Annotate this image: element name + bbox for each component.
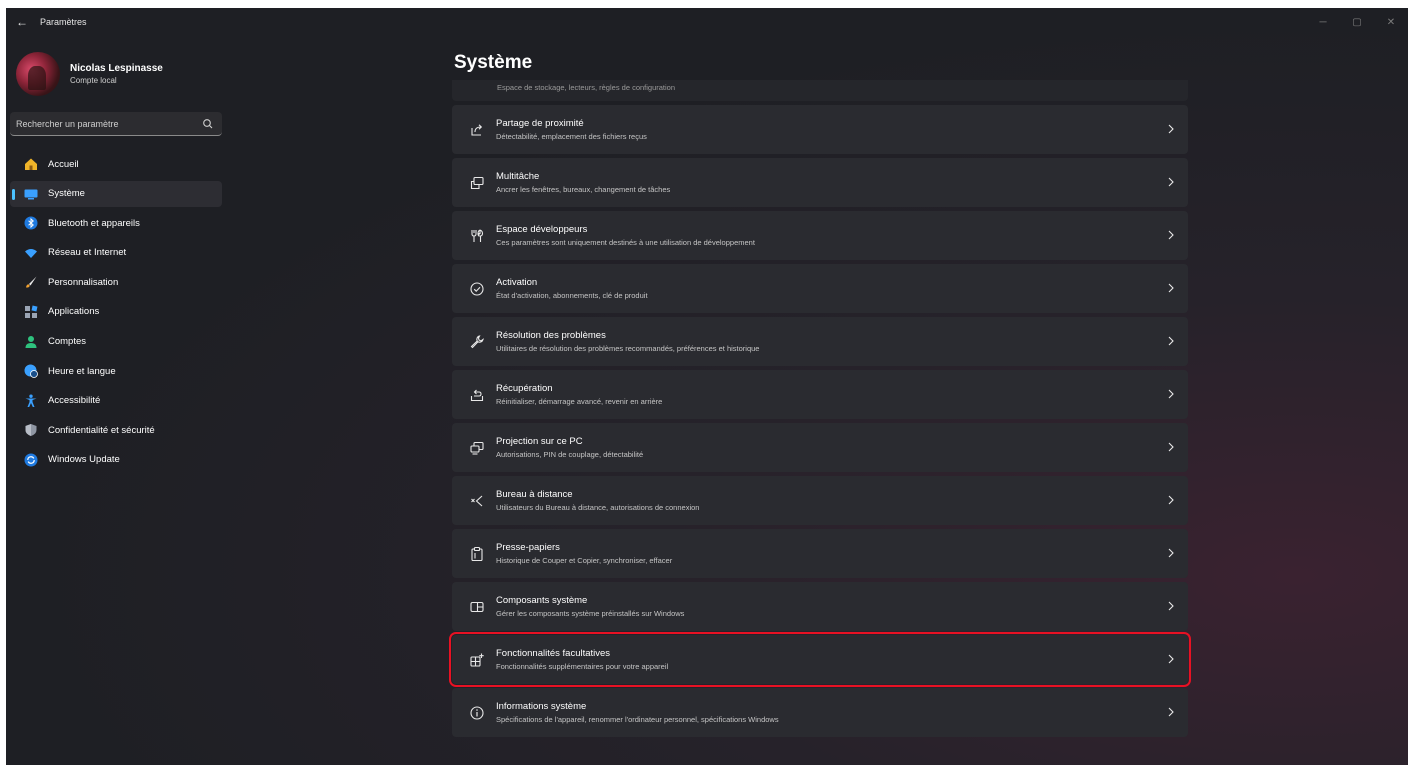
- settings-row-activation[interactable]: [452, 264, 1188, 313]
- chevron-right-icon: [1164, 228, 1178, 242]
- share-icon: [468, 121, 486, 139]
- wrench-icon: [468, 333, 486, 351]
- sidebar-item-label: Confidentialité et sécurité: [48, 424, 155, 436]
- row-title: Multitâche: [496, 171, 540, 182]
- chevron-right-icon: [1164, 546, 1178, 560]
- multitask-icon: [468, 174, 486, 192]
- row-subtitle: État d'activation, abonnements, clé de produit: [496, 291, 648, 300]
- row-subtitle: Fonctionnalités supplémentaires pour votre appareil: [496, 662, 669, 671]
- page-title: Système: [454, 52, 533, 73]
- wifi-icon: [24, 246, 38, 260]
- row-title: Partage de proximité: [496, 118, 584, 129]
- recovery-icon: [468, 386, 486, 404]
- chevron-right-icon: [1164, 387, 1178, 401]
- chevron-right-icon: [1164, 493, 1178, 507]
- row-title: Espace développeurs: [496, 224, 588, 235]
- row-subtitle: Autorisations, PIN de couplage, détectabilité: [496, 450, 644, 459]
- settings-window: [6, 8, 1408, 765]
- search-input[interactable]: [10, 118, 198, 130]
- update-icon: [24, 453, 38, 467]
- settings-row-projection[interactable]: [452, 423, 1188, 472]
- app-title: Paramètres: [40, 17, 87, 27]
- optional-features-icon: [468, 651, 486, 669]
- sidebar-item-label: Personnalisation: [48, 276, 119, 288]
- profile-name: Nicolas Lespinasse: [70, 63, 163, 74]
- sidebar-nav: [10, 151, 222, 477]
- row-subtitle: Détectabilité, emplacement des fichiers reçus: [496, 132, 647, 141]
- chevron-right-icon: [1164, 334, 1178, 348]
- search-icon: [202, 118, 214, 130]
- sidebar-item-systeme[interactable]: [10, 181, 222, 207]
- maximize-button[interactable]: [1340, 8, 1374, 36]
- maximize-icon: ▢: [1352, 16, 1362, 28]
- sidebar-item-accueil[interactable]: [10, 151, 222, 177]
- sidebar-item-bluetooth[interactable]: [10, 210, 222, 236]
- back-arrow-icon: ←: [16, 15, 28, 29]
- sidebar-item-confidentialite[interactable]: [10, 417, 222, 443]
- components-icon: [468, 598, 486, 616]
- settings-row-espace-developpeurs[interactable]: [452, 211, 1188, 260]
- settings-row-presse-papiers[interactable]: [452, 529, 1188, 578]
- sidebar-item-reseau[interactable]: [10, 240, 222, 266]
- sidebar-item-label: Bluetooth et appareils: [48, 217, 140, 229]
- row-subtitle: Historique de Couper et Copier, synchroniser, effacer: [496, 556, 673, 565]
- remote-desktop-icon: [468, 492, 486, 510]
- row-title: Récupération: [496, 383, 553, 394]
- sidebar-item-label: Système: [48, 188, 85, 200]
- chevron-right-icon: [1164, 175, 1178, 189]
- row-subtitle: Ancrer les fenêtres, bureaux, changement de tâches: [496, 185, 671, 194]
- close-icon: ✕: [1386, 16, 1396, 28]
- row-subtitle: Utilisateurs du Bureau à distance, autorisations de connexion: [496, 503, 700, 512]
- bluetooth-icon: [24, 216, 38, 230]
- minimize-icon: ─: [1319, 16, 1327, 28]
- settings-row-bureau-distance[interactable]: [452, 476, 1188, 525]
- search-box: [10, 112, 222, 136]
- apps-icon: [24, 305, 38, 319]
- row-subtitle: Utilitaires de résolution des problèmes recommandés, préférences et historique: [496, 344, 760, 353]
- row-subtitle: Gérer les composants système préinstallés sur Windows: [496, 609, 685, 618]
- clipboard-icon: [468, 545, 486, 563]
- sidebar-item-label: Applications: [48, 306, 100, 318]
- home-icon: [24, 157, 38, 171]
- chevron-right-icon: [1164, 281, 1178, 295]
- minimize-button[interactable]: [1306, 8, 1340, 36]
- accounts-icon: [24, 335, 38, 349]
- row-subtitle: Ces paramètres sont uniquement destinés à une utilisation de développement: [496, 238, 755, 247]
- sidebar-item-windows-update[interactable]: [10, 447, 222, 473]
- chevron-right-icon: [1164, 652, 1178, 666]
- brush-icon: [24, 275, 38, 289]
- sidebar-item-label: Windows Update: [48, 454, 120, 466]
- title-bar: [6, 8, 1408, 36]
- settings-row-composants-systeme[interactable]: [452, 582, 1188, 631]
- sidebar-item-label: Réseau et Internet: [48, 247, 127, 259]
- row-title: Bureau à distance: [496, 489, 573, 500]
- close-button[interactable]: [1374, 8, 1408, 36]
- settings-row-multitache[interactable]: [452, 158, 1188, 207]
- sidebar-item-heure-langue[interactable]: [10, 358, 222, 384]
- developer-icon: [468, 227, 486, 245]
- sidebar-item-label: Comptes: [48, 336, 87, 348]
- settings-row-informations-systeme[interactable]: [452, 688, 1188, 737]
- settings-list: [452, 105, 1188, 741]
- check-circle-icon: [468, 280, 486, 298]
- row-title: Informations système: [496, 701, 587, 712]
- settings-row-fonctionnalites-facultatives[interactable]: [452, 635, 1188, 684]
- row-title: Composants système: [496, 595, 588, 606]
- row-title: Résolution des problèmes: [496, 330, 606, 341]
- row-title: Fonctionnalités facultatives: [496, 648, 611, 659]
- accessibility-icon: [24, 394, 38, 408]
- chevron-right-icon: [1164, 705, 1178, 719]
- sidebar-item-personnalisation[interactable]: [10, 269, 222, 295]
- chevron-right-icon: [1164, 122, 1178, 136]
- globe-clock-icon: [24, 364, 38, 378]
- sidebar-item-label: Accessibilité: [48, 395, 101, 407]
- settings-row-partage-proximite[interactable]: [452, 105, 1188, 154]
- projection-icon: [468, 439, 486, 457]
- chevron-right-icon: [1164, 599, 1178, 613]
- system-icon: [24, 187, 38, 201]
- row-title: Projection sur ce PC: [496, 436, 583, 447]
- back-button[interactable]: [8, 8, 36, 36]
- sidebar-item-label: Accueil: [48, 158, 79, 170]
- chevron-right-icon: [1164, 440, 1178, 454]
- info-icon: [468, 704, 486, 722]
- settings-row-resolution-problemes[interactable]: [452, 317, 1188, 366]
- window-controls: [1306, 8, 1408, 36]
- cutoff-row-subtitle: Espace de stockage, lecteurs, règles de configuration: [497, 83, 676, 92]
- sidebar-item-applications[interactable]: [10, 299, 222, 325]
- profile-account-type: Compte local: [70, 76, 117, 85]
- user-profile[interactable]: [16, 52, 163, 96]
- row-title: Activation: [496, 277, 538, 288]
- sidebar-item-comptes[interactable]: [10, 329, 222, 355]
- row-title: Presse-papiers: [496, 542, 560, 553]
- shield-icon: [24, 423, 38, 437]
- sidebar-item-label: Heure et langue: [48, 365, 116, 377]
- row-subtitle: Réinitialiser, démarrage avancé, revenir en arrière: [496, 397, 663, 406]
- avatar: [16, 52, 60, 96]
- sidebar-item-accessibilite[interactable]: [10, 388, 222, 414]
- row-subtitle: Spécifications de l'appareil, renommer l'ordinateur personnel, spécifications Windows: [496, 715, 779, 724]
- settings-row-recuperation[interactable]: [452, 370, 1188, 419]
